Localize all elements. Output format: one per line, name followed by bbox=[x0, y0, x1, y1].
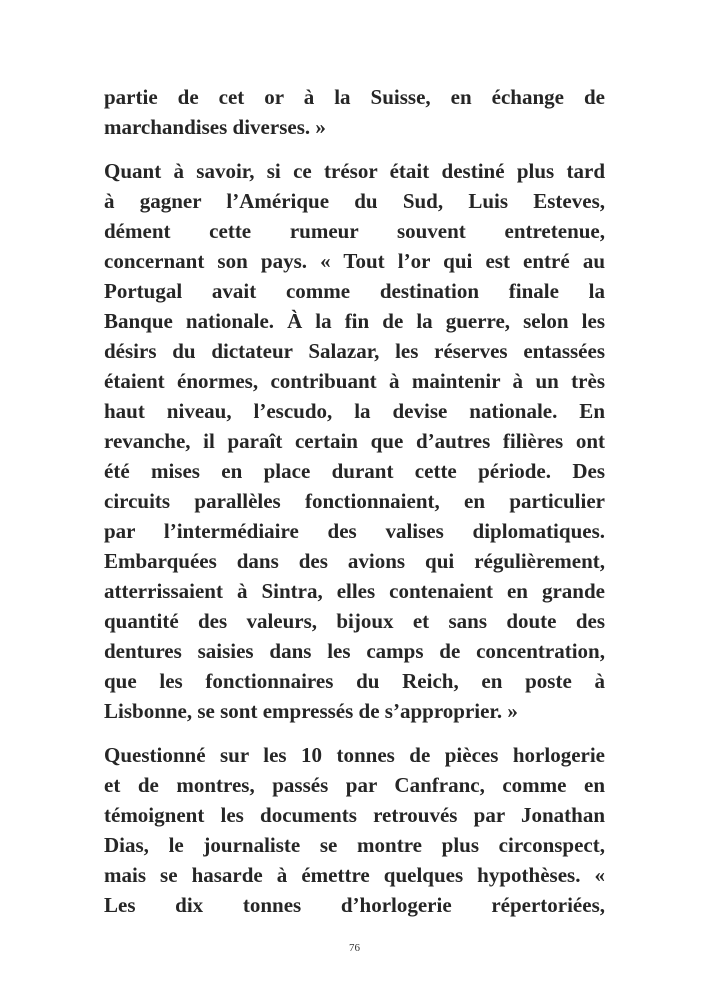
text-line: mais se hasarde à émettre quelques hypothèses. « bbox=[104, 863, 605, 887]
text-line: marchandises diverses. » bbox=[104, 115, 326, 139]
text-line: revanche, il paraît certain que d’autres filières ont bbox=[104, 429, 605, 453]
text-line: atterrissaient à Sintra, elles contenaient en grande bbox=[104, 579, 605, 603]
text-line: dément cette rumeur souvent entretenue, bbox=[104, 219, 605, 243]
text-line: à gagner l’Amérique du Sud, Luis Esteves, bbox=[104, 189, 605, 213]
text-line: partie de cet or à la Suisse, en échange de bbox=[104, 85, 605, 109]
text-line: par l’intermédiaire des valises diplomatiques. bbox=[104, 519, 605, 543]
text-line: Banque nationale. À la fin de la guerre, selon les bbox=[104, 309, 605, 333]
text-line: Embarquées dans des avions qui régulièrement, bbox=[104, 549, 605, 573]
text-line: quantité des valeurs, bijoux et sans doute des bbox=[104, 609, 605, 633]
paragraph-1 bbox=[104, 82, 605, 142]
text-line: Portugal avait comme destination finale la bbox=[104, 279, 605, 303]
text-line: été mises en place durant cette période. Des bbox=[104, 459, 605, 483]
text-line: désirs du dictateur Salazar, les réserves entassées bbox=[104, 339, 605, 363]
text-line: que les fonctionnaires du Reich, en poste à bbox=[104, 669, 605, 693]
text-line: haut niveau, l’escudo, la devise nationale. En bbox=[104, 399, 605, 423]
text-line: Quant à savoir, si ce trésor était destiné plus tard bbox=[104, 159, 605, 183]
text-line: témoignent les documents retrouvés par Jonathan bbox=[104, 803, 605, 827]
text-line: Lisbonne, se sont empressés de s’approprier. » bbox=[104, 699, 518, 723]
text-line: et de montres, passés par Canfranc, comme en bbox=[104, 773, 605, 797]
paragraph-3 bbox=[104, 740, 605, 920]
text-line: Questionné sur les 10 tonnes de pièces horlogerie bbox=[104, 743, 605, 767]
text-line: Dias, le journaliste se montre plus circonspect, bbox=[104, 833, 605, 857]
text-line: étaient énormes, contribuant à maintenir à un très bbox=[104, 369, 605, 393]
text-line: Les dix tonnes d’horlogerie répertoriées, bbox=[104, 893, 605, 917]
paragraph-2 bbox=[104, 156, 605, 726]
text-line: dentures saisies dans les camps de concentration, bbox=[104, 639, 605, 663]
body-text bbox=[104, 82, 605, 920]
text-line: circuits parallèles fonctionnaient, en particulier bbox=[104, 489, 605, 513]
text-line: concernant son pays. « Tout l’or qui est entré au bbox=[104, 249, 605, 273]
page-number: 76 bbox=[349, 942, 360, 954]
